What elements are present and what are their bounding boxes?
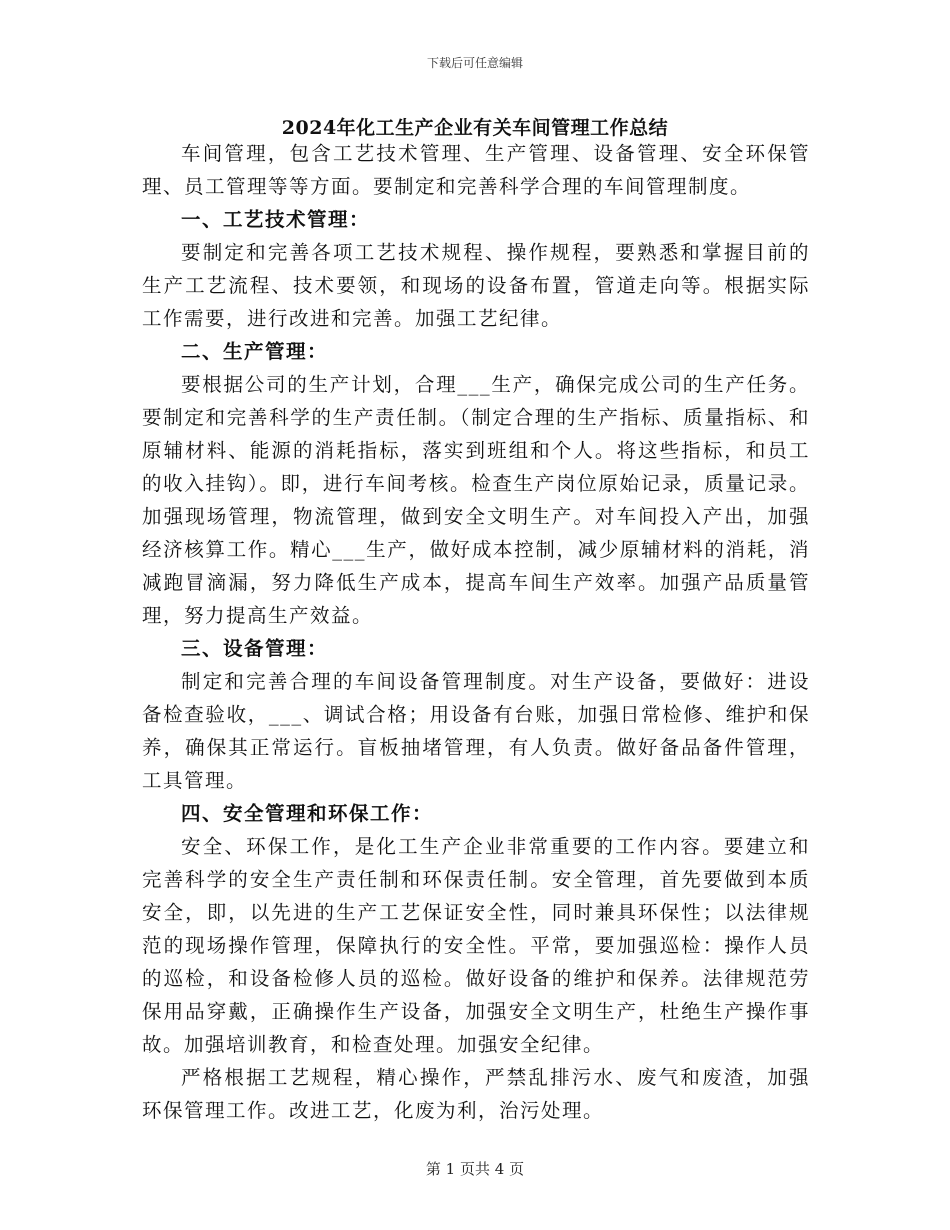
page-number: 第 1 页共 4 页 [425,1160,525,1178]
section-craft-technology [142,203,810,335]
section-heading: 三、设备管理： [181,637,329,660]
section-paragraph: 要根据公司的生产计划，合理___生产，确保完成公司的生产任务。要制定和完善科学的生产责任制。（制定合理的生产指标、质量指标、和原辅材料、能源的消耗指标，落实到班组和个人。将这些指标，和员工的收入挂钩）。即，进行车间考核。检查生产岗位原始记录，质量记录。加强现场管理，物流管理，做到安全文明生产。对车间投入产出，加强经济核算工作。精心___生产，做好成本控制，减少原辅材料的消耗，消减跑冒滴漏，努力降低生产成本，提高车间生产效率。加强产品质量管理，努力提高生产效益。 [142,373,810,627]
section-heading: 一、工艺技术管理： [181,208,371,231]
section-equipment [142,632,810,797]
section-paragraph: 制定和完善合理的车间设备管理制度。对生产设备，要做好：进设备检查验收，___、调试合格；用设备有台账，加强日常检修、维护和保养，确保其正常运行。盲板抽堵管理，有人负责。做好备品备件管理，工具管理。 [142,670,810,792]
section-paragraph: 安全、环保工作，是化工生产企业非常重要的工作内容。要建立和完善科学的安全生产责任制和环保责任制。安全管理，首先要做到本质安全，即，以先进的生产工艺保证安全性，同时兼具环保性；以法律规范的现场操作管理，保障执行的安全性。平常，要加强巡检：操作人员的巡检，和设备检修人员的巡检。做好设备的维护和保养。法律规范劳保用品穿戴，正确操作生产设备，加强安全文明生产，杜绝生产操作事故。加强培训教育，和检查处理。加强安全纪律。 [142,835,810,1056]
section-paragraph: 严格根据工艺规程，精心操作，严禁乱排污水、废气和废渣，加强环保管理工作。改进工艺，化废为利，治污处理。 [142,1066,810,1122]
intro-paragraph: 车间管理，包含工艺技术管理、生产管理、设备管理、安全环保管理、员工管理等等方面。要制定和完善科学合理的车间管理制度。 [142,142,810,198]
header-note: 下载后可任意编辑 [426,56,523,70]
section-production [142,335,810,632]
document-title: 2024年化工生产企业有关车间管理工作总结 [281,117,669,139]
section-heading: 二、生产管理： [181,340,329,363]
section-safety-environment [142,797,810,1127]
section-paragraph: 要制定和完善各项工艺技术规程、操作规程，要熟悉和掌握目前的生产工艺流程、技术要领，和现场的设备布置，管道走向等。根据实际工作需要，进行改进和完善。加强工艺纪律。 [142,241,810,330]
section-heading: 四、安全管理和环保工作： [181,802,434,825]
document-body [142,137,810,1127]
